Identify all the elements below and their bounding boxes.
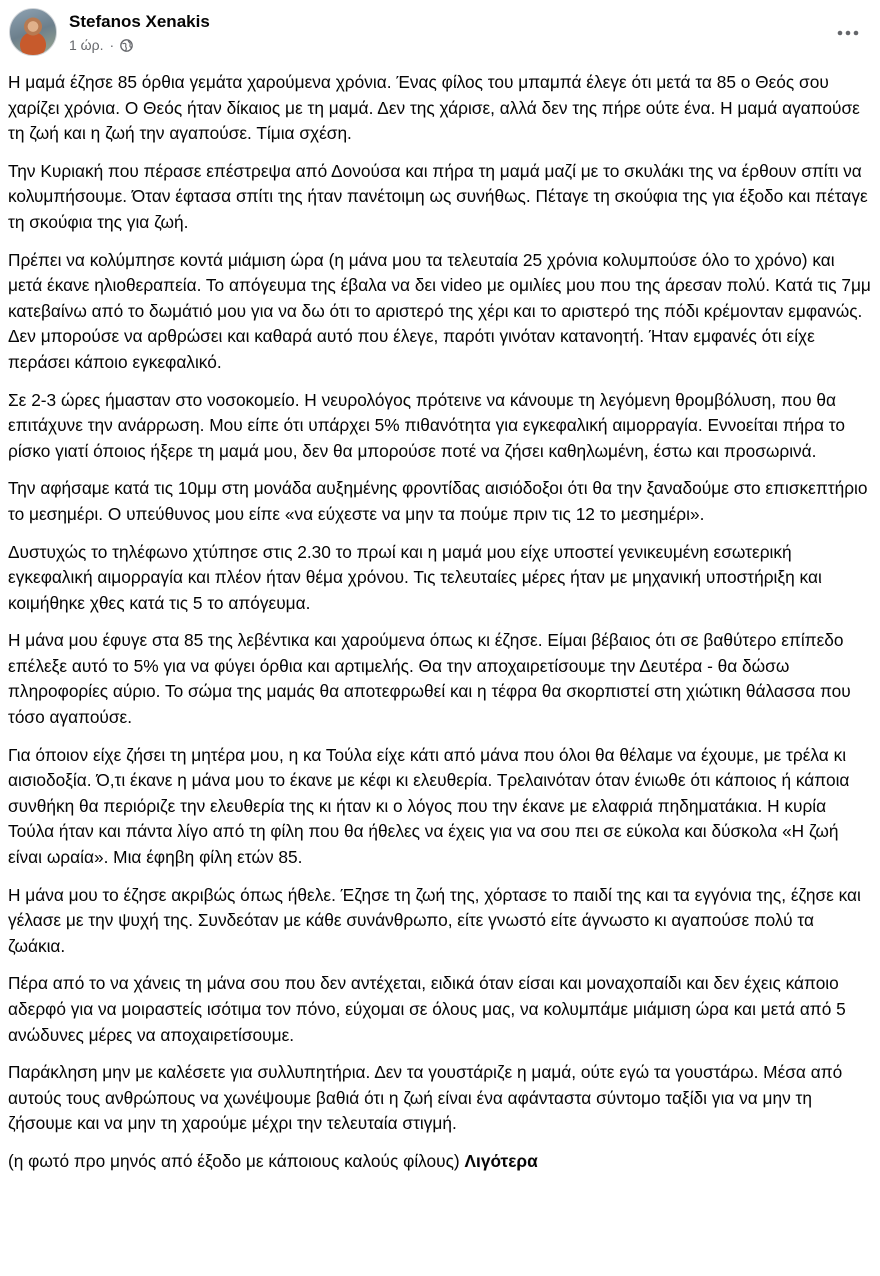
- post-header: [0, 0, 880, 62]
- post-meta: [69, 37, 133, 53]
- post-paragraph: Παράκληση μην με καλέσετε για συλλυπητήρια. Δεν τα γουστάριζε η μαμά, ούτε εγώ τα γουστάρω. Μέσα από αυτούς τους ανθρώπους να χωνέψουμε βαθιά ότι η ζωή είναι ένα αφάνταστα σύντομο ταξίδι για να μην τη ζήσουμε και να μην τη χαρούμε μέχρι την τελευταία στιγμή.: [8, 1062, 843, 1134]
- post-timestamp[interactable]: 1 ώρ.: [69, 37, 104, 53]
- post-last-line: [8, 1149, 873, 1175]
- post-paragraph: Για όποιον είχε ζήσει τη μητέρα μου, η κα Τούλα είχε κάτι από μάνα που όλοι θα θέλαμε να έχουμε, με τρέλα κι αισιοδοξία. Ό,τι έκανε η μάνα μου το έκανε με κέφι κι ελευθερία. Τρελαινόταν όταν ένιωθε ότι κάποιος ή κάποια συνθήκη θα περιόριζε την ελευθερία της κι ήταν κι ο λόγος που την έκανε με ελαφριά πηδηματάκια. Η κυρία Τούλα ήταν και πάντα λίγο από τη φίλη που θα ήθελες να έχεις για να σου πει σε εύκολα και δύσκολα «Η ζωή είναι ωραία». Μια έφηβη φίλη ετών 85.: [8, 744, 850, 868]
- post-paragraph: Η μάνα μου το έζησε ακριβώς όπως ήθελε. Έζησε τη ζωή της, χόρτασε το παιδί της και τα εγγόνια της, έζησε και γέλασε με την ψυχή της. Συνδεόταν με κάθε συνάνθρωπο, είτε γνωστό είτε άγνωστο κι αγαπούσε πολύ τα ζωάκια.: [8, 884, 861, 956]
- post-paragraph: Η μάνα μου έφυγε στα 85 της λεβέντικα και χαρούμενα όπως κι έζησε. Είμαι βέβαιος ότι σε βαθύτερο επίπεδο επέλεξε αυτό το 5% για να φύγει όρθια και αρτιμελής. Θα την αποχαιρετίσουμε την Δευτέρα - θα δώσω πληροφορίες αύριο. Το σώμα της μαμάς θα αποτεφρωθεί και η τέφρα θα σκορπιστεί στη χιώτικη θάλασσα που τόσο αγαπούσε.: [8, 630, 851, 728]
- more-options-button[interactable]: [834, 18, 862, 46]
- post-paragraph: Δυστυχώς το τηλέφωνο χτύπησε στις 2.30 το πρωί και η μαμά μου είχε υποστεί γενικευμένη εσωτερική εγκεφαλική αιμορραγία και πλέον ήταν θέμα χρόνου. Τις τελευταίες μέρες ήταν με μηχανική υποστήριξη και κοιμήθηκε χθες κατά τις 5 το απόγευμα.: [8, 541, 822, 613]
- post-paragraph: Η μαμά έζησε 85 όρθια γεμάτα χαρούμενα χρόνια. Ένας φίλος του μπαμπά έλεγε ότι μετά τα 85 ο Θεός σου χαρίζει χρόνια. Ο Θεός ήταν δίκαιος με τη μαμά. Δεν της χάρισε, αλλά δεν της πήρε ούτε ένα. Η μαμά αγαπούσε τη ζωή και η ζωή την αγαπούσε. Τίμια σχέση.: [8, 72, 860, 144]
- photo-caption: (η φωτό προ μηνός από έξοδο με κάποιους καλούς φίλους): [8, 1150, 460, 1171]
- post-paragraph: Την αφήσαμε κατά τις 10μμ στη μονάδα αυξημένης φροντίδας αισιόδοξοι ότι θα την ξαναδούμε στο επισκεπτήριο το μεσημέρι. Ο υπεύθυνος μου είπε «να εύχεστε να μην τα πούμε πριν τις 12 το μεσημέρι».: [8, 478, 868, 524]
- author-name[interactable]: Stefanos Xenakis: [69, 12, 210, 31]
- globe-icon[interactable]: [120, 39, 133, 52]
- see-less-link[interactable]: Λιγότερα: [464, 1150, 538, 1171]
- post-paragraph: Πέρα από το να χάνεις τη μάνα σου που δεν αντέχεται, ειδικά όταν είσαι και μοναχοπαίδι και δεν έχεις κάποιο αδερφό για να μοιραστείς ισότιμα τον πόνο, εύχομαι σε όλους μας, να κολυμπάμε μιάμιση ώρα και μετά από 5 ανώδυνες μέρες να αποχαιρετίσουμε.: [8, 973, 846, 1045]
- meta-separator: ·: [109, 37, 115, 53]
- post-paragraph: Πρέπει να κολύμπησε κοντά μιάμιση ώρα (η μάνα μου τα τελευταία 25 χρόνια κολυμπούσε όλο το χρόνο) και μετά έκανε ηλιοθεραπεία. Το απόγευμα της έβαλα να δει video με ομιλίες μου που της άρεσαν πολύ. Κατά τις 7μμ κατεβαίνω από το δωμάτιό μου για να δω ότι το αριστερό της χέρι και το αριστερό της πόδι κρέμονταν εμφανώς. Δεν μπορούσε να αρθρώσει και καθαρά αυτό που έλεγε, παρότι γινόταν κατανοητή. Ήταν εμφανές ότι είχε περάσει κάποιο εγκεφαλικό.: [8, 249, 871, 372]
- post-paragraph: Την Κυριακή που πέρασε επέστρεψα από Δονούσα και πήρα τη μαμά μαζί με το σκυλάκι της να έρθουν σπίτι να κολυμπήσουμε. Όταν έφτασα σπίτι της ήταν πανέτοιμη ως συνήθως. Πέταγε τη σκούφια της για έξοδο και πέταγε τη σκούφια της για ζωή.: [8, 160, 868, 232]
- avatar[interactable]: [9, 8, 57, 56]
- more-dots-icon: [837, 23, 859, 41]
- post-text: [8, 70, 873, 1187]
- post-paragraph: Σε 2-3 ώρες ήμασταν στο νοσοκομείο. Η νευρολόγος πρότεινε να κάνουμε τη λεγόμενη θρομβόλυση, που θα επιτάχυνε την ανάρρωση. Μου είπε ότι υπάρχει 5% πιθανότητα για εγκεφαλική αιμορραγία. Εννοείται πήρα το ρίσκο γιατί όποιος ήξερε τη μαμά μου, δεν θα μπορούσε ποτέ να ζήσει καθηλωμένη, έστω και προσωρινά.: [8, 389, 845, 461]
